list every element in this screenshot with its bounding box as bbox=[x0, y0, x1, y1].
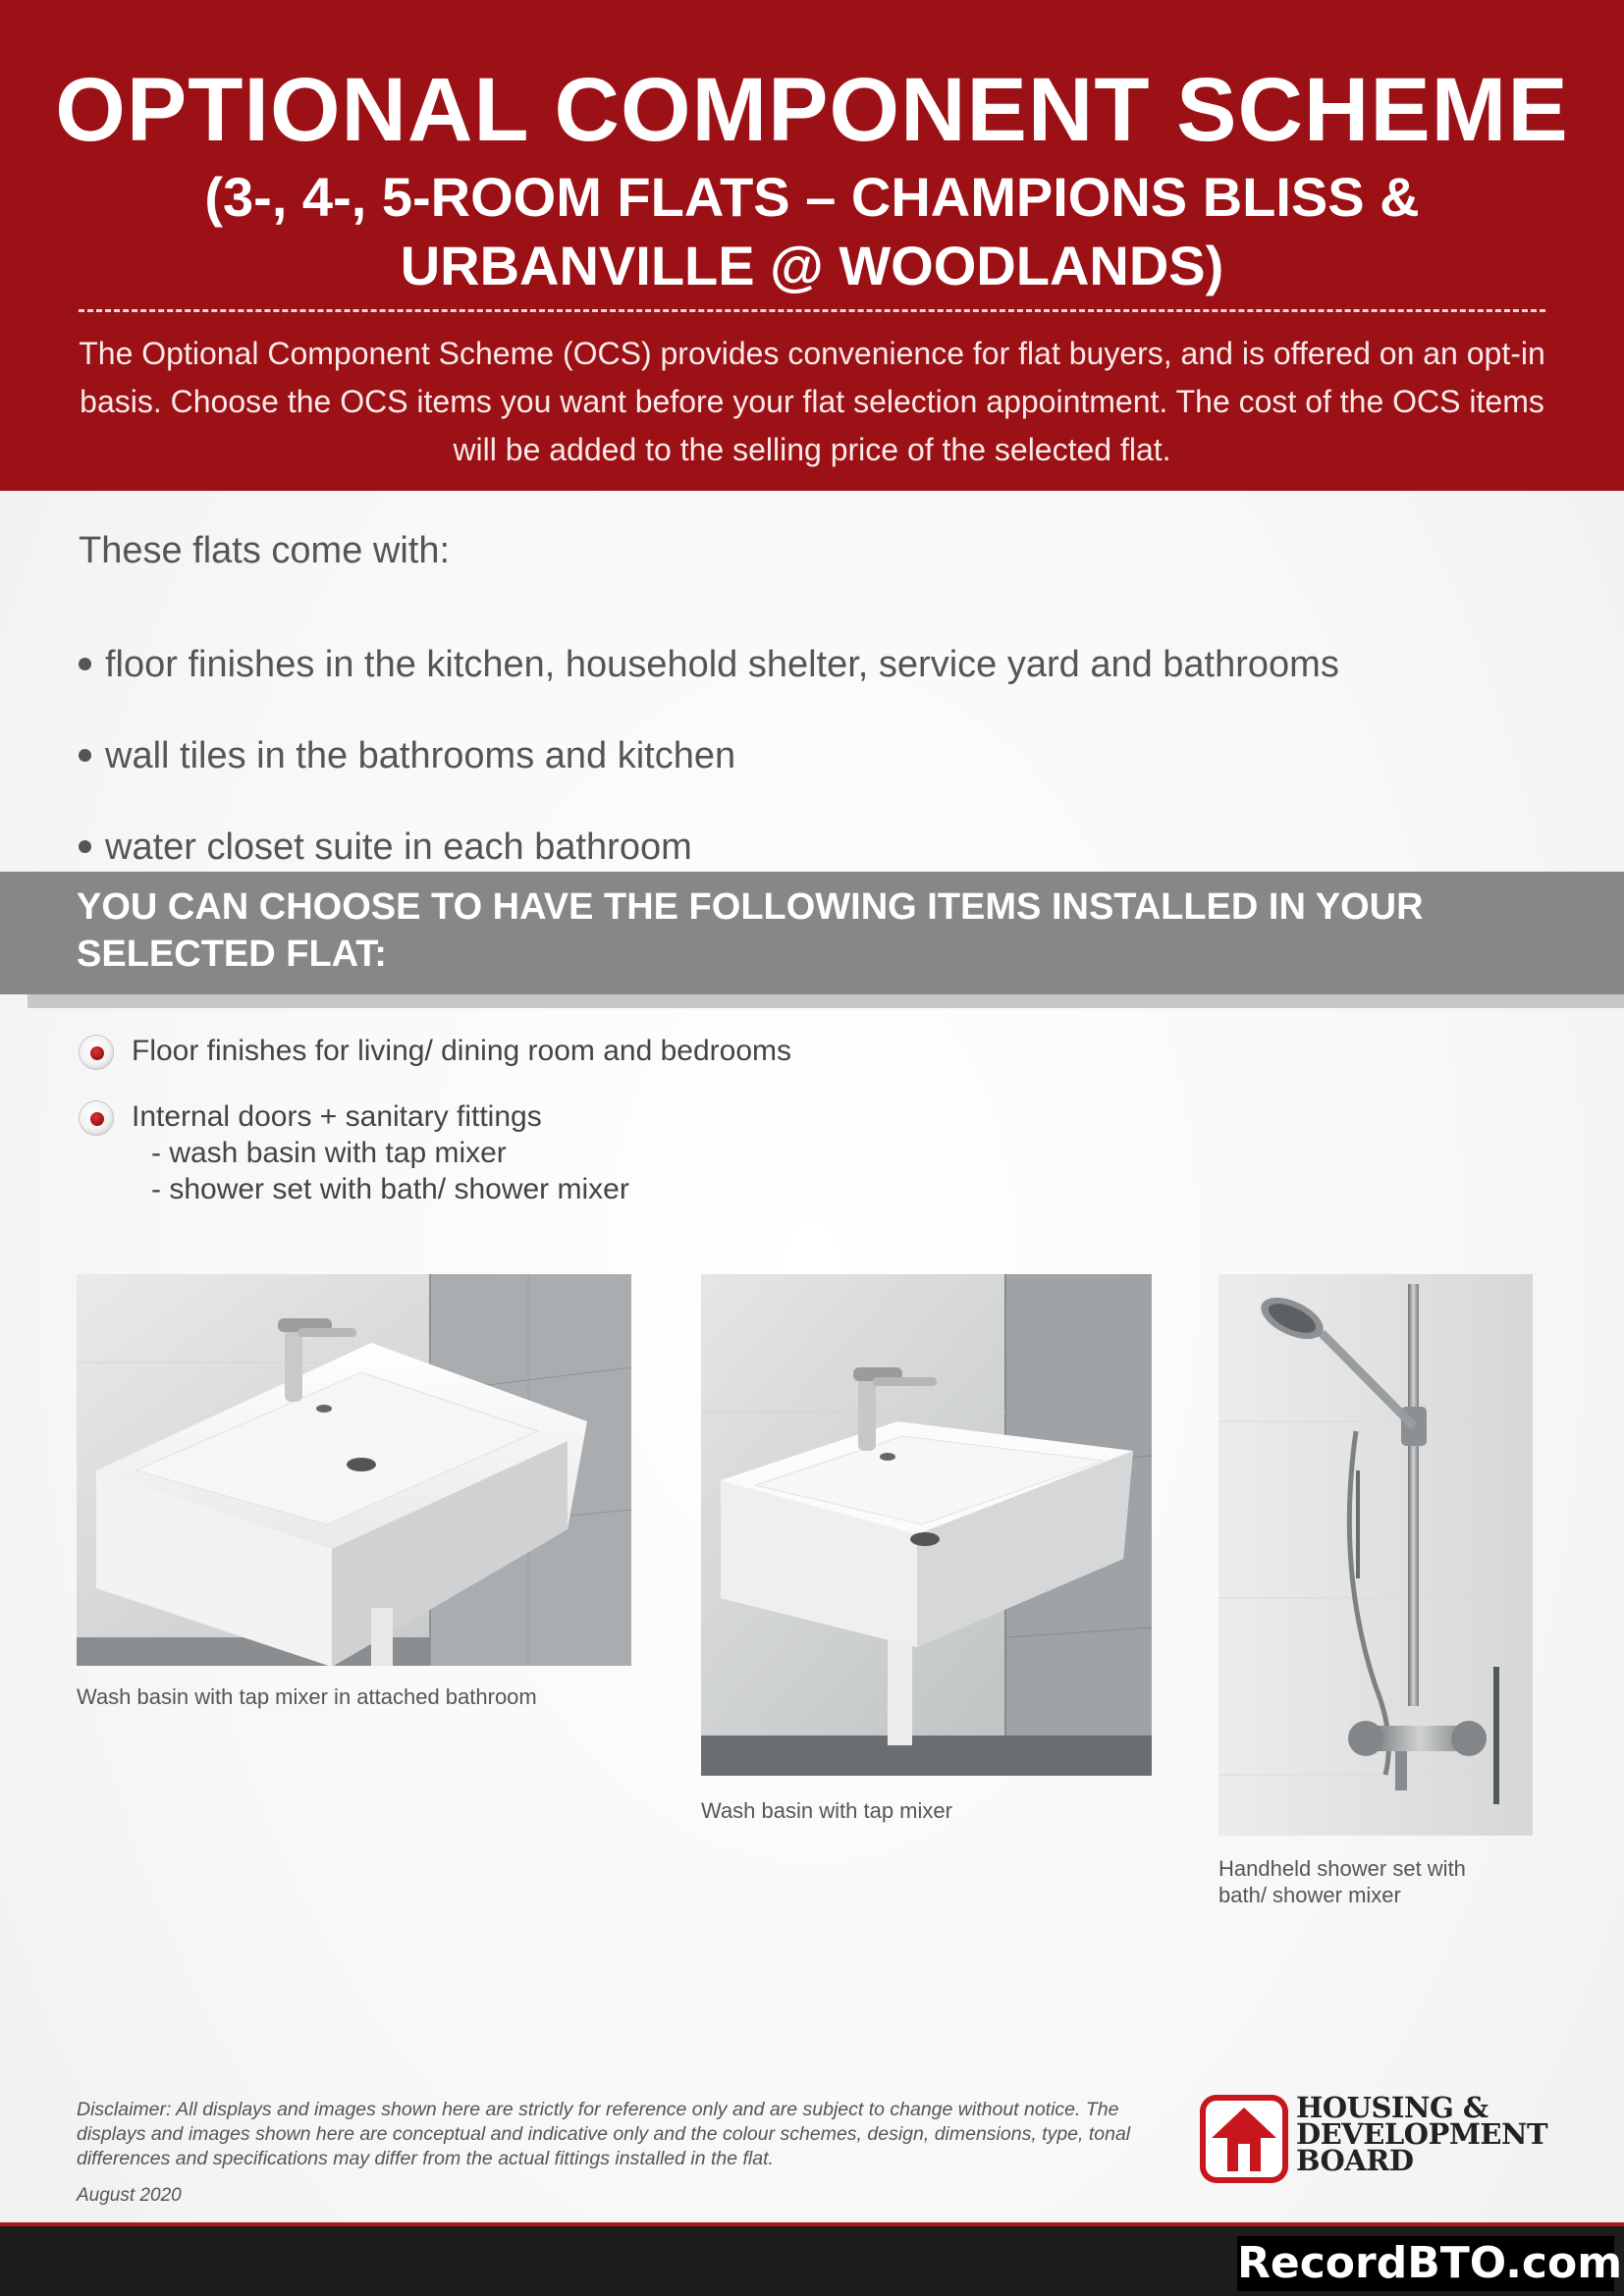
dashed-divider bbox=[79, 309, 1545, 312]
disclaimer-text: Disclaimer: All displays and images shown here are strictly for reference only and are subject to change without notice. The displays and images shown here are conceptual and indicative only and the colour schemes, design, dimensions, type, tonal differences and specifications may differ from the actual fittings installed in the flat. bbox=[77, 2099, 1131, 2169]
band-underline bbox=[27, 994, 1624, 1008]
radio-bullet-icon bbox=[79, 1100, 114, 1136]
photo-shower-set bbox=[1218, 1274, 1533, 1836]
page-subtitle: (3-, 4-, 5-ROOM FLATS – CHAMPIONS BLISS & URBANVILLE @ WOODLANDS) bbox=[204, 166, 1420, 296]
standard-item: water closet suite in each bathroom bbox=[79, 801, 1339, 892]
bullet-icon bbox=[79, 840, 91, 853]
standard-heading: These flats come with: bbox=[79, 530, 451, 571]
page-title: OPTIONAL COMPONENT SCHEME bbox=[55, 60, 1569, 160]
option-label: Floor finishes for living/ dining room and bedrooms bbox=[132, 1035, 791, 1067]
watermark: RecordBTO.com bbox=[1237, 2236, 1614, 2291]
hdb-house-icon bbox=[1200, 2095, 1288, 2183]
standard-item: wall tiles in the bathrooms and kitchen bbox=[79, 710, 1339, 801]
photo-caption: Wash basin with tap mixer bbox=[701, 1798, 952, 1823]
option-sub-item: - shower set with bath/ shower mixer bbox=[151, 1173, 629, 1205]
intro-text: The Optional Component Scheme (OCS) provides convenience for flat buyers, and is offered on an opt-in basis. Choose the OCS items you want before your flat selection appointment. The cost of the OCS items will be added to the selling price of the selected flat. bbox=[79, 336, 1545, 467]
option-sub-item: - wash basin with tap mixer bbox=[151, 1137, 507, 1169]
standard-list bbox=[79, 618, 1339, 892]
bullet-icon bbox=[79, 749, 91, 762]
photo-caption: Wash basin with tap mixer in attached bathroom bbox=[77, 1684, 537, 1709]
hdb-logo bbox=[1200, 2091, 1553, 2185]
option-text-block bbox=[132, 1098, 629, 1207]
radio-bullet-icon bbox=[79, 1035, 114, 1070]
photo-wash-basin bbox=[701, 1274, 1152, 1776]
publication-date: August 2020 bbox=[77, 2185, 182, 2206]
option-item-floor-finishes bbox=[79, 1033, 791, 1070]
options-heading: YOU CAN CHOOSE TO HAVE THE FOLLOWING ITEMS INSTALLED IN YOUR SELECTED FLAT: bbox=[77, 886, 1424, 975]
photo-wash-basin-attached bbox=[77, 1274, 631, 1666]
header-banner bbox=[0, 0, 1624, 491]
bullet-icon bbox=[79, 658, 91, 670]
footer-red-line bbox=[0, 2222, 1624, 2226]
photo-caption: Handheld shower set with bath/ shower mixer bbox=[1218, 1856, 1466, 1907]
standard-item: floor finishes in the kitchen, household shelter, service yard and bathrooms bbox=[79, 618, 1339, 710]
option-item-doors-sanitary bbox=[79, 1098, 629, 1207]
option-label: Internal doors + sanitary fittings bbox=[132, 1100, 542, 1133]
hdb-wordmark: HOUSING & DEVELOPMENT BOARD bbox=[1296, 2091, 1548, 2177]
